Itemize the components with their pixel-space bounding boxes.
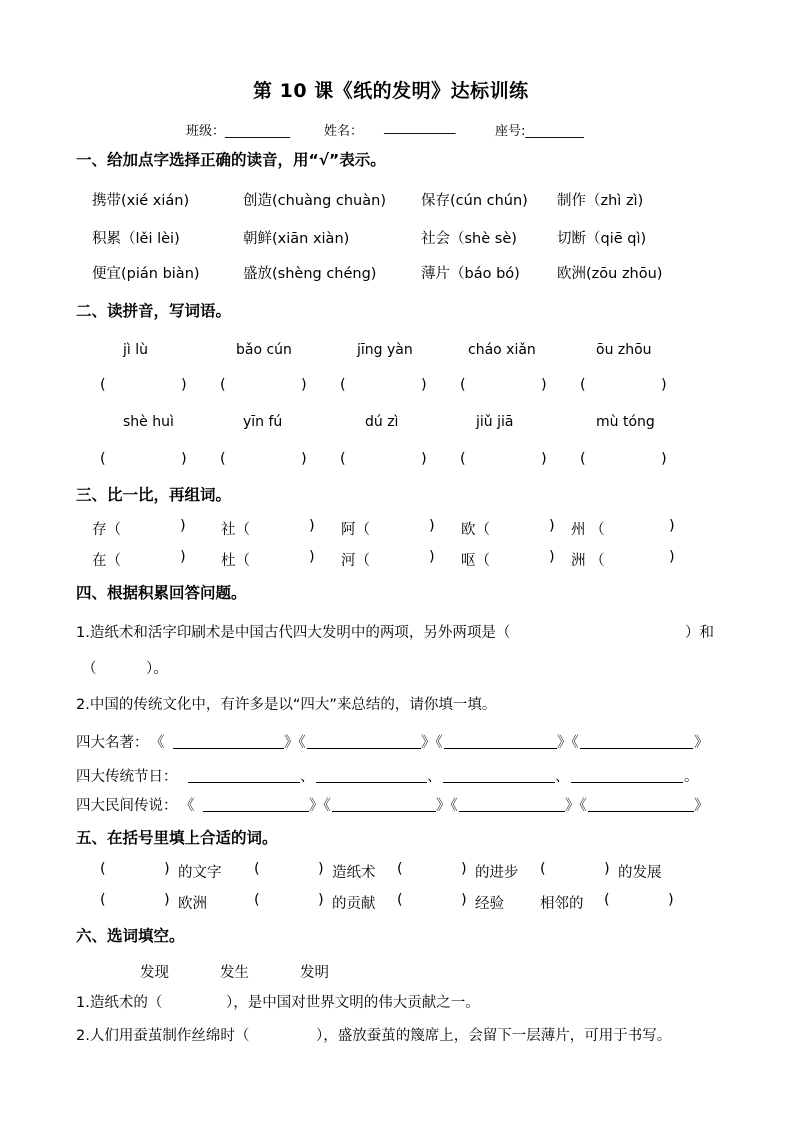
quote-open: 《 xyxy=(180,798,195,814)
answer-line[interactable] xyxy=(571,782,683,783)
blank-open[interactable]: ( xyxy=(397,861,403,877)
s1-item[interactable]: 盛放(shèng chéng) xyxy=(243,266,377,282)
char-close: ) xyxy=(669,549,675,565)
section-6-heading: 六、选词填空。 xyxy=(76,927,185,945)
answer-open[interactable]: ( xyxy=(580,451,586,467)
section-1-heading: 一、给加点字选择正确的读音，用“√”表示。 xyxy=(76,151,386,169)
s1-item[interactable]: 切断（qiē qì) xyxy=(557,231,647,247)
char-close: ) xyxy=(549,518,555,534)
char-prompt[interactable]: 杜（ xyxy=(221,553,250,569)
blank-open[interactable]: ( xyxy=(254,892,260,908)
answer-close: ) xyxy=(541,451,547,467)
char-prompt[interactable]: 河（ xyxy=(341,553,370,569)
s1-item[interactable]: 创造(chuàng chuàn) xyxy=(243,193,386,209)
answer-open[interactable]: ( xyxy=(340,451,346,467)
answer-line[interactable] xyxy=(188,782,300,783)
seat-field[interactable]: 座号:_________ xyxy=(495,124,584,139)
answer-open[interactable]: ( xyxy=(100,377,106,393)
char-close: ) xyxy=(429,549,435,565)
answer-open[interactable]: ( xyxy=(220,451,226,467)
answer-open[interactable]: ( xyxy=(220,377,226,393)
answer-open[interactable]: ( xyxy=(580,377,586,393)
name-field[interactable]: ___________ xyxy=(384,120,456,135)
s1-item[interactable]: 保存(cún chún) xyxy=(421,193,528,209)
s1-item[interactable]: 朝鲜(xiān xiàn) xyxy=(243,231,350,247)
answer-line[interactable] xyxy=(588,811,694,812)
period: 。 xyxy=(684,769,699,785)
fill-question-2-rest: ），盛放蚕茧的篾席上，会留下一层薄片，可用于书写。 xyxy=(316,1028,672,1044)
legends-label: 四大民间传说： xyxy=(76,798,178,814)
phrase: 相邻的 xyxy=(540,896,584,912)
char-prompt[interactable]: 州 （ xyxy=(571,522,605,538)
blank-open[interactable]: ( xyxy=(604,892,610,908)
answer-close: ) xyxy=(541,377,547,393)
pinyin: jiǔ jiā xyxy=(476,414,514,430)
blank-close: ) xyxy=(164,861,170,877)
char-prompt[interactable]: 存（ xyxy=(92,522,121,538)
word-choice: 发生 xyxy=(220,965,249,981)
quote-end: 》 xyxy=(694,735,709,751)
question-1-close: ）。 xyxy=(146,661,168,677)
phrase: 造纸术 xyxy=(332,865,376,881)
fill-question-2[interactable]: 2.人们用蚕茧制作丝绵时（ xyxy=(76,1028,250,1044)
s1-item[interactable]: 欧洲(zōu zhōu) xyxy=(557,266,663,282)
comma: 、 xyxy=(555,769,570,785)
word-choice: 发现 xyxy=(140,965,169,981)
answer-close: ) xyxy=(421,377,427,393)
pinyin: mù tóng xyxy=(596,414,655,430)
section-4-heading: 四、根据积累回答问题。 xyxy=(76,584,247,602)
blank-close: ) xyxy=(461,892,467,908)
blank-open[interactable]: ( xyxy=(100,892,106,908)
char-close: ) xyxy=(309,518,315,534)
name-label: 姓名： xyxy=(324,124,364,139)
question-1-open[interactable]: （ xyxy=(82,661,97,677)
s1-item[interactable]: 制作（zhì zì) xyxy=(557,193,644,209)
blank-close: ) xyxy=(604,861,610,877)
s1-item[interactable]: 薄片（báo bó) xyxy=(421,266,520,282)
pinyin: shè huì xyxy=(123,414,174,430)
char-close: ) xyxy=(669,518,675,534)
answer-close: ) xyxy=(181,451,187,467)
answer-close: ) xyxy=(181,377,187,393)
answer-line[interactable] xyxy=(459,811,565,812)
comma: 、 xyxy=(300,769,315,785)
section-2-heading: 二、读拼音，写词语。 xyxy=(76,302,232,320)
pinyin: cháo xiǎn xyxy=(468,342,536,358)
question-1-text: 1.造纸术和活字印刷术是中国古代四大发明中的两项，另外两项是（ xyxy=(76,625,511,641)
pinyin: jì lù xyxy=(123,342,148,358)
char-prompt[interactable]: 阿（ xyxy=(341,522,370,538)
word-choice: 发明 xyxy=(300,965,329,981)
char-close: ) xyxy=(429,518,435,534)
question-1-and[interactable]: ）和 xyxy=(685,625,714,641)
quote-mid: 》《 xyxy=(436,798,458,814)
answer-close: ) xyxy=(421,451,427,467)
char-prompt[interactable]: 呕（ xyxy=(461,553,490,569)
class-field[interactable]: 班级：__________ xyxy=(186,124,291,139)
blank-open[interactable]: ( xyxy=(100,861,106,877)
char-prompt[interactable]: 社（ xyxy=(221,522,250,538)
quote-mid: 》《 xyxy=(309,798,331,814)
phrase: 的文字 xyxy=(178,865,222,881)
s1-item[interactable]: 积累（lěi lèi) xyxy=(92,231,180,247)
blank-close: ) xyxy=(668,892,674,908)
char-close: ) xyxy=(549,549,555,565)
blank-close: ) xyxy=(318,861,324,877)
answer-close: ) xyxy=(661,377,667,393)
answer-line[interactable] xyxy=(443,782,555,783)
answer-line[interactable] xyxy=(444,748,557,749)
char-close: ) xyxy=(180,549,186,565)
quote-mid: 》《 xyxy=(557,735,579,751)
phrase: 的发展 xyxy=(618,865,662,881)
quote-end: 》 xyxy=(694,798,709,814)
s1-item[interactable]: 携带(xié xián) xyxy=(92,193,190,209)
answer-line[interactable] xyxy=(332,811,436,812)
novels-label: 四大名著： xyxy=(76,735,149,751)
char-prompt[interactable]: 洲 （ xyxy=(571,553,605,569)
pinyin: dú zì xyxy=(365,414,399,430)
phrase: 欧洲 xyxy=(178,896,207,912)
answer-open[interactable]: ( xyxy=(460,377,466,393)
pinyin: ōu zhōu xyxy=(596,342,652,358)
blank-close: ) xyxy=(318,892,324,908)
phrase: 的进步 xyxy=(475,865,519,881)
fill-question-1[interactable]: 1.造纸术的（ xyxy=(76,995,163,1011)
blank-open[interactable]: ( xyxy=(397,892,403,908)
answer-close: ) xyxy=(301,377,307,393)
quote-mid: 》《 xyxy=(284,735,306,751)
comma: 、 xyxy=(427,769,442,785)
section-5-heading: 五、在括号里填上合适的词。 xyxy=(76,829,278,847)
quote-mid: 》《 xyxy=(565,798,587,814)
answer-close: ) xyxy=(301,451,307,467)
answer-open[interactable]: ( xyxy=(340,377,346,393)
phrase: 经验 xyxy=(475,896,504,912)
char-prompt[interactable]: 在（ xyxy=(92,553,121,569)
quote-mid: 》《 xyxy=(421,735,443,751)
pinyin: jīng yàn xyxy=(357,342,413,358)
answer-line[interactable] xyxy=(173,748,284,749)
festivals-label: 四大传统节日： xyxy=(76,769,178,785)
answer-line[interactable] xyxy=(316,782,427,783)
s1-item[interactable]: 社会（shè sè) xyxy=(421,231,517,247)
answer-line[interactable] xyxy=(580,748,693,749)
answer-close: ) xyxy=(661,451,667,467)
answer-line[interactable] xyxy=(203,811,309,812)
answer-open[interactable]: ( xyxy=(460,451,466,467)
s1-item[interactable]: 便宜(pián biàn) xyxy=(92,266,200,282)
phrase: 的贡献 xyxy=(332,896,376,912)
quote-open: 《 xyxy=(150,735,165,751)
char-prompt[interactable]: 欧（ xyxy=(461,522,490,538)
pinyin: yīn fú xyxy=(243,414,283,430)
blank-close: ) xyxy=(461,861,467,877)
blank-open[interactable]: ( xyxy=(254,861,260,877)
section-3-heading: 三、比一比，再组词。 xyxy=(76,486,232,504)
blank-close: ) xyxy=(164,892,170,908)
char-close: ) xyxy=(309,549,315,565)
char-close: ) xyxy=(180,518,186,534)
answer-open[interactable]: ( xyxy=(100,451,106,467)
page-title: 第 10 课《纸的发明》达标训练 xyxy=(253,80,529,102)
pinyin: bǎo cún xyxy=(236,342,292,358)
question-2-text: 2.中国的传统文化中，有许多是以“四大”来总结的，请你填一填。 xyxy=(76,697,497,713)
blank-open[interactable]: ( xyxy=(540,861,546,877)
fill-question-1-rest: ），是中国对世界文明的伟大贡献之一。 xyxy=(226,995,480,1011)
answer-line[interactable] xyxy=(307,748,421,749)
